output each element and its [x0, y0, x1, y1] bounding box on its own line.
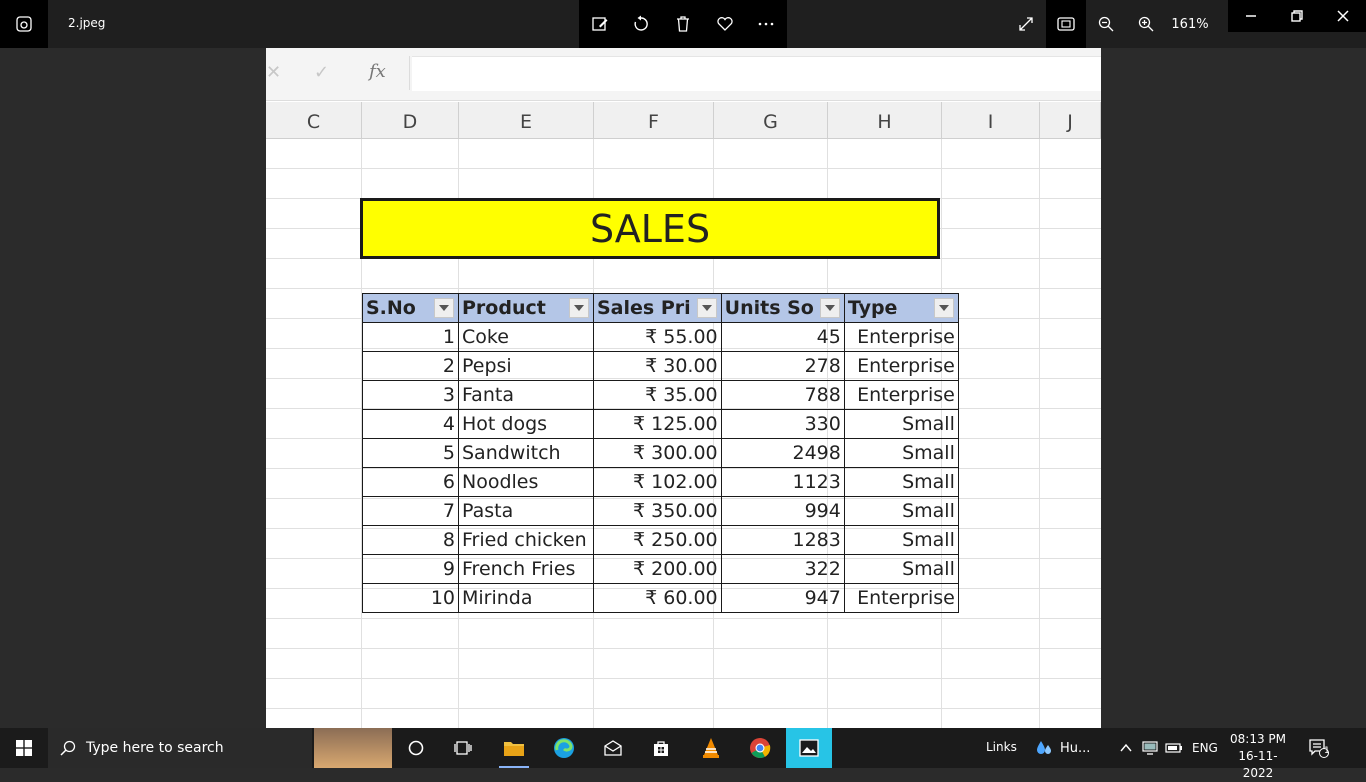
cell-price: ₹ 350.00 — [594, 497, 722, 526]
cell-type: Enterprise — [844, 323, 958, 352]
cell-price: ₹ 250.00 — [594, 526, 722, 555]
cortana-icon[interactable] — [393, 728, 439, 768]
cell-sno: 6 — [363, 468, 459, 497]
header-units-sold — [721, 294, 844, 323]
file-name: 2.jpeg — [68, 16, 106, 30]
cell-sno: 2 — [363, 352, 459, 381]
header-sno — [363, 294, 459, 323]
table-row — [363, 555, 959, 584]
cell-price: ₹ 30.00 — [594, 352, 722, 381]
cell-sno: 3 — [363, 381, 459, 410]
cell-price: ₹ 300.00 — [594, 439, 722, 468]
header-label: Type — [847, 297, 898, 319]
cell-type: Small — [844, 468, 958, 497]
header-label: Units So — [724, 297, 814, 319]
table-row — [363, 352, 959, 381]
cell-sno: 4 — [363, 410, 459, 439]
news-widget[interactable] — [314, 728, 392, 768]
cell-price: ₹ 55.00 — [594, 323, 722, 352]
table-row — [363, 584, 959, 613]
filter-dropdown-icon — [820, 298, 840, 318]
cell-sno: 7 — [363, 497, 459, 526]
table-row — [363, 323, 959, 352]
header-product — [459, 294, 594, 323]
cell-type: Enterprise — [844, 584, 958, 613]
favorite-heart-icon[interactable] — [709, 8, 741, 40]
cell-product: Pasta — [459, 497, 594, 526]
header-sales-price — [594, 294, 722, 323]
cell-type: Small — [844, 526, 958, 555]
cell-sno: 10 — [363, 584, 459, 613]
cell-sno: 8 — [363, 526, 459, 555]
formula-separator — [409, 56, 410, 90]
edit-image-icon[interactable] — [584, 8, 616, 40]
viewer-titlebar — [0, 0, 1366, 48]
cancel-icon: ✕ — [266, 62, 282, 83]
cell-type: Small — [844, 439, 958, 468]
search-icon — [60, 740, 76, 756]
close-icon[interactable] — [1320, 0, 1366, 32]
cell-product: Mirinda — [459, 584, 594, 613]
cell-price: ₹ 35.00 — [594, 381, 722, 410]
weather-widget[interactable] — [1034, 728, 1114, 768]
column-header: D — [362, 102, 459, 138]
cell-sno: 9 — [363, 555, 459, 584]
vlc-icon[interactable] — [688, 728, 734, 768]
notification-count: 1 — [1324, 746, 1330, 756]
column-header: J — [1040, 102, 1101, 138]
column-header: E — [459, 102, 594, 138]
zoom-out-icon[interactable] — [1086, 0, 1126, 48]
notification-center-icon[interactable] — [1296, 728, 1342, 768]
filter-dropdown-icon — [697, 298, 717, 318]
cell-product: Fried chicken — [459, 526, 594, 555]
cell-type: Small — [844, 555, 958, 584]
grid-line — [266, 618, 1101, 619]
column-header: H — [828, 102, 942, 138]
cell-units: 947 — [721, 584, 844, 613]
cell-price: ₹ 60.00 — [594, 584, 722, 613]
cell-type: Small — [844, 497, 958, 526]
fit-to-window-icon[interactable] — [1046, 0, 1086, 48]
cell-units: 788 — [721, 381, 844, 410]
weather-label: Hu... — [1060, 740, 1091, 756]
viewer-toolbar — [579, 0, 787, 48]
search-placeholder: Type here to search — [86, 740, 224, 756]
more-options-icon[interactable] — [750, 8, 782, 40]
window-controls — [1228, 0, 1366, 32]
store-icon[interactable] — [638, 728, 684, 768]
cell-units: 1283 — [721, 526, 844, 555]
header-label: S.No — [366, 297, 416, 319]
column-header: C — [266, 102, 362, 138]
cell-sno: 5 — [363, 439, 459, 468]
cell-units: 45 — [721, 323, 844, 352]
clock-date: 16-11-2022 — [1238, 749, 1278, 780]
table-row — [363, 439, 959, 468]
cell-product: Hot dogs — [459, 410, 594, 439]
table-row — [363, 381, 959, 410]
grid-line — [266, 648, 1101, 649]
clock-time: 08:13 PM — [1230, 732, 1286, 746]
zoom-level[interactable]: 161% — [1171, 16, 1209, 32]
taskbar-clock[interactable] — [1226, 731, 1290, 782]
table-row — [363, 410, 959, 439]
sales-table — [362, 293, 959, 613]
taskbar — [0, 728, 1366, 780]
cell-type: Enterprise — [844, 381, 958, 410]
displayed-image[interactable] — [266, 48, 1101, 728]
grid-line — [266, 678, 1101, 679]
column-header: I — [942, 102, 1040, 138]
cell-product: Fanta — [459, 381, 594, 410]
delete-icon[interactable] — [667, 8, 699, 40]
cell-sno: 1 — [363, 323, 459, 352]
grid-line — [266, 708, 1101, 709]
column-header: G — [714, 102, 828, 138]
column-header: F — [594, 102, 714, 138]
water-drops-icon — [1034, 738, 1054, 758]
cell-product: Noodles — [459, 468, 594, 497]
filter-dropdown-icon — [934, 298, 954, 318]
grid-line — [266, 168, 1101, 169]
links-toolbar[interactable]: Links — [986, 740, 1017, 754]
system-tray — [1114, 728, 1186, 768]
rotate-icon[interactable] — [625, 8, 657, 40]
cell-product: French Fries — [459, 555, 594, 584]
function-fx-icon: fx — [369, 61, 386, 82]
fullscreen-icon[interactable] — [1006, 0, 1046, 48]
cell-units: 330 — [721, 410, 844, 439]
table-row — [363, 497, 959, 526]
chrome-icon[interactable] — [737, 728, 783, 768]
file-explorer-icon[interactable] — [491, 728, 537, 768]
network-icon[interactable] — [1138, 741, 1162, 755]
cell-units: 1123 — [721, 468, 844, 497]
formula-bar — [266, 48, 1101, 101]
mail-icon[interactable] — [590, 728, 636, 768]
enter-check-icon: ✓ — [314, 62, 330, 83]
header-type — [844, 294, 958, 323]
table-row — [363, 468, 959, 497]
task-view-icon[interactable] — [440, 728, 486, 768]
cell-product: Sandwitch — [459, 439, 594, 468]
view-controls — [1006, 0, 1214, 48]
chevron-up-icon[interactable] — [1114, 743, 1138, 753]
cell-product: Coke — [459, 323, 594, 352]
cell-price: ₹ 102.00 — [594, 468, 722, 497]
filter-dropdown-icon — [434, 298, 454, 318]
grid-line — [266, 288, 1101, 289]
sales-title-banner: SALES — [360, 198, 940, 259]
start-windows-icon[interactable] — [0, 728, 48, 768]
header-label: Product — [462, 297, 546, 319]
cell-price: ₹ 125.00 — [594, 410, 722, 439]
column-headers — [266, 102, 1101, 139]
formula-input — [412, 56, 1101, 91]
cell-price: ₹ 200.00 — [594, 555, 722, 584]
cell-product: Pepsi — [459, 352, 594, 381]
edge-browser-icon[interactable] — [541, 728, 587, 768]
cell-units: 322 — [721, 555, 844, 584]
restore-icon[interactable] — [1274, 0, 1320, 32]
cell-type: Small — [844, 410, 958, 439]
filter-dropdown-icon — [569, 298, 589, 318]
photos-app-icon[interactable] — [0, 0, 48, 48]
cell-units: 278 — [721, 352, 844, 381]
table-row — [363, 526, 959, 555]
battery-icon[interactable] — [1162, 742, 1186, 754]
minimize-icon[interactable] — [1228, 0, 1274, 32]
zoom-in-icon[interactable] — [1126, 0, 1166, 48]
photos-taskbar-icon[interactable] — [786, 728, 832, 768]
cell-type: Enterprise — [844, 352, 958, 381]
language-indicator[interactable]: ENG — [1192, 741, 1218, 755]
taskbar-search-box[interactable] — [48, 728, 312, 768]
table-header-row — [363, 294, 959, 323]
header-label: Sales Pri — [597, 297, 691, 319]
cell-units: 994 — [721, 497, 844, 526]
cell-units: 2498 — [721, 439, 844, 468]
